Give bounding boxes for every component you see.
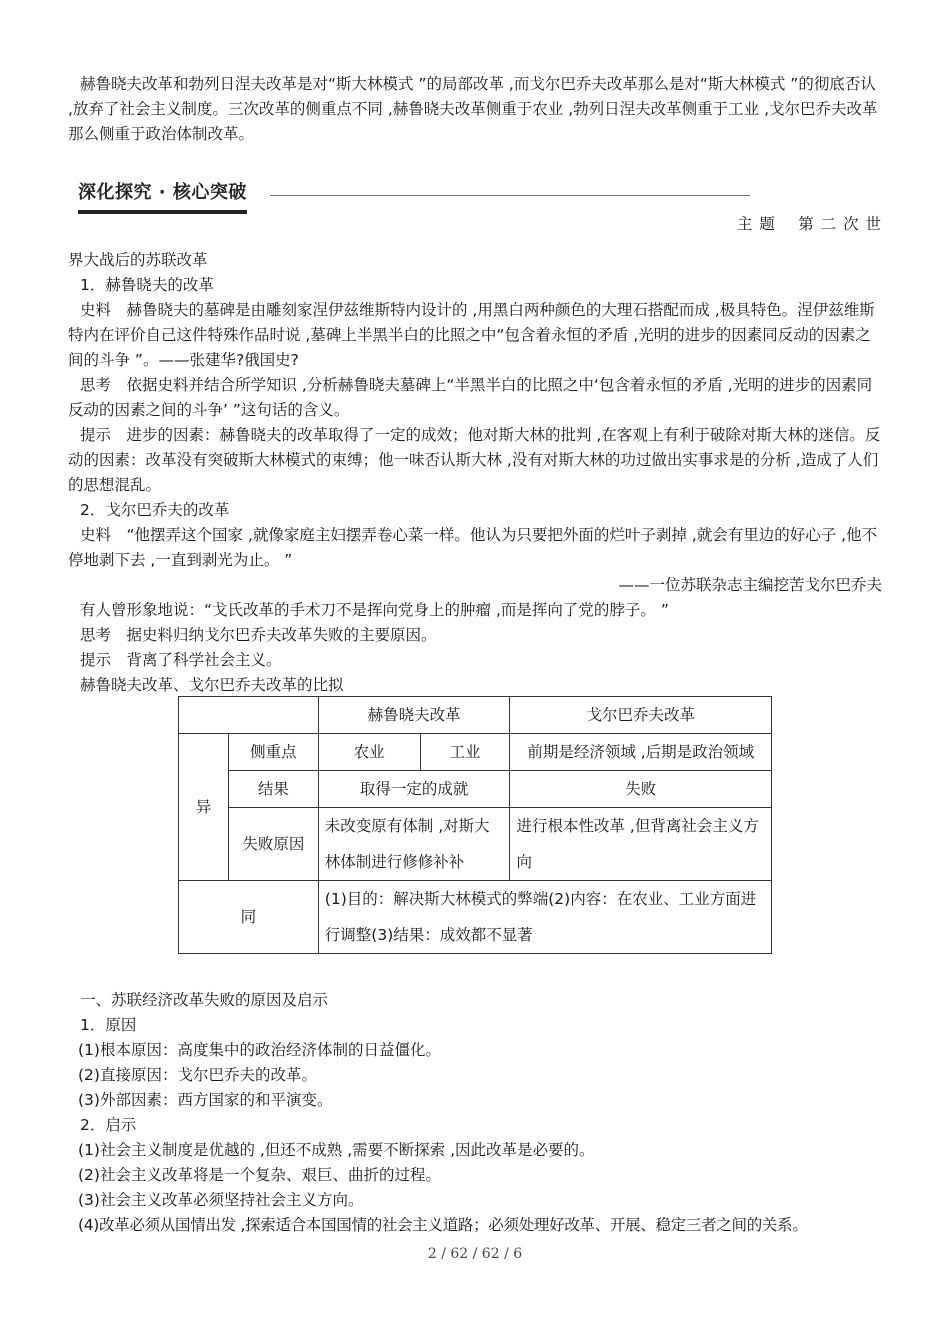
table-row-failure-reason — [179, 808, 772, 881]
lesson-1: (1)社会主义制度是优越的 ,但还不成熟 ,需要不断探索 ,因此改革是必要的。 — [78, 1141, 595, 1159]
result-khrushchev: 取得一定的成就 — [318, 771, 510, 808]
focus-khrushchev-b: 工业 — [420, 734, 510, 771]
same-content: (1)目的：解决斯大林模式的弊端(2)内容：在农业、工业方面进行调整(3)结果：成效都不显著 — [318, 881, 771, 954]
table-row-same — [179, 881, 772, 954]
part2-question: 思考 据史料归纳戈尔巴乔夫改革失败的主要原因。 — [80, 626, 437, 644]
summary-title: 一、苏联经济改革失败的原因及启示 — [80, 991, 329, 1009]
section-divider — [270, 195, 750, 196]
focus-gorbachev: 前期是经济领域 ,后期是政治领域 — [510, 734, 772, 771]
failure-reason-gorbachev: 进行根本性改革 ,但背离社会主义方向 — [510, 808, 772, 881]
focus-khrushchev-a: 农业 — [318, 734, 420, 771]
part2-hint: 提示 背离了科学社会主义。 — [80, 651, 282, 669]
part1-hint: 提示 进步的因素：赫鲁晓夫的改革取得了一定的成效；他对斯大林的批判 ,在客观上有利于破除对斯大林的迷信。反动的因素：改革没有突破斯大林模式的束缚；他一味否认斯大林 ,没有对斯大林的功过做出实事求是的分析 ,造成了人们的思想混乱。 — [68, 426, 881, 494]
table-row-focus — [179, 734, 772, 771]
header-gorbachev: 戈尔巴乔夫改革 — [510, 697, 772, 734]
comparison-table — [178, 696, 772, 954]
part2-quote: 有人曾形象地说：“戈氏改革的手术刀不是挥向党身上的肿瘤 ,而是挥向了党的脖子。 ” — [80, 601, 669, 619]
failure-reason-khrushchev: 未改变原有体制 ,对斯大林体制进行修修补补 — [318, 808, 510, 881]
topic-continuation: 界大战后的苏联改革 — [68, 251, 208, 269]
topic-line: 主 题 第 二 次 世 — [736, 215, 882, 233]
part2-attribution: ——一位苏联杂志主编挖苦戈尔巴乔夫 — [618, 576, 882, 594]
intro-paragraph: 赫鲁晓夫改革和勃列日涅夫改革是对“斯大林模式 ”的局部改革 ,而戈尔巴乔夫改革那么是对“斯大林模式 ”的彻底否认 ,放弃了社会主义制度。三次改革的侧重点不同 ,赫鲁晓夫改革侧重于农业 ,勃列日涅夫改革侧重于工业 ,戈尔巴乔夫改革那么侧重于政治体制改革。 — [68, 75, 878, 143]
part2-source: 史料 “他摆弄这个国家 ,就像家庭主妇摆弄卷心菜一样。他认为只要把外面的烂叶子剥掉 ,就会有里边的好心子 ,他不停地剥下去 ,一直到剥光为止。 ” — [68, 526, 878, 569]
result-label: 结果 — [228, 771, 318, 808]
reason-3: (3)外部因素：西方国家的和平演变。 — [78, 1091, 333, 1109]
comparison-title: 赫鲁晓夫改革、戈尔巴乔夫改革的比拟 — [80, 676, 344, 694]
table-corner-cell — [179, 697, 319, 734]
lesson-3: (3)社会主义改革必须坚持社会主义方向。 — [78, 1191, 364, 1209]
part1-question: 思考 依据史料并结合所学知识 ,分析赫鲁晓夫墓碑上“半黑半白的比照之中‘包含着永恒的矛盾 ,光明的进步的因素同反动的因素之间的斗争’ ”这句话的含义。 — [68, 376, 873, 419]
reasons-subtitle: 1．原因 — [80, 1016, 137, 1034]
part1-source: 史料 赫鲁晓夫的墓碑是由雕刻家涅伊兹维斯特内设计的 ,用黑白两种颜色的大理石搭配而成 ,极具特色。涅伊兹维斯特内在评价自己这件特殊作品时说 ,墓碑上半黑半白的比照之中“包含着永恒的矛盾 ,光明的进步的因素同反动的因素之间的斗争 ”。——张建华?俄国史? — [68, 301, 875, 369]
part2-title: 2．戈尔巴乔夫的改革 — [80, 501, 230, 519]
reason-1: (1)根本原因：高度集中的政治经济体制的日益僵化。 — [78, 1041, 441, 1059]
reason-2: (2)直接原因：戈尔巴乔夫的改革。 — [78, 1066, 317, 1084]
table-row-result — [179, 771, 772, 808]
lesson-2: (2)社会主义改革将是一个复杂、艰巨、曲折的过程。 — [78, 1166, 441, 1184]
lessons-subtitle: 2．启示 — [80, 1116, 137, 1134]
section-heading: 深化探究 · 核心突破 — [78, 180, 247, 214]
result-gorbachev: 失败 — [510, 771, 772, 808]
focus-label: 侧重点 — [228, 734, 318, 771]
page-number: 2 / 62 / 62 / 6 — [427, 1246, 523, 1262]
table-header-row — [179, 697, 772, 734]
same-label: 同 — [179, 881, 319, 954]
header-khrushchev: 赫鲁晓夫改革 — [318, 697, 510, 734]
part1-title: 1．赫鲁晓夫的改革 — [80, 276, 214, 294]
lesson-4: (4)改革必须从国情出发 ,探索适合本国国情的社会主义道路；必须处理好改革、开展、稳定三者之间的关系。 — [78, 1216, 808, 1234]
diff-label: 异 — [179, 734, 229, 881]
failure-reason-label: 失败原因 — [228, 808, 318, 881]
section-heading-band — [78, 180, 750, 214]
